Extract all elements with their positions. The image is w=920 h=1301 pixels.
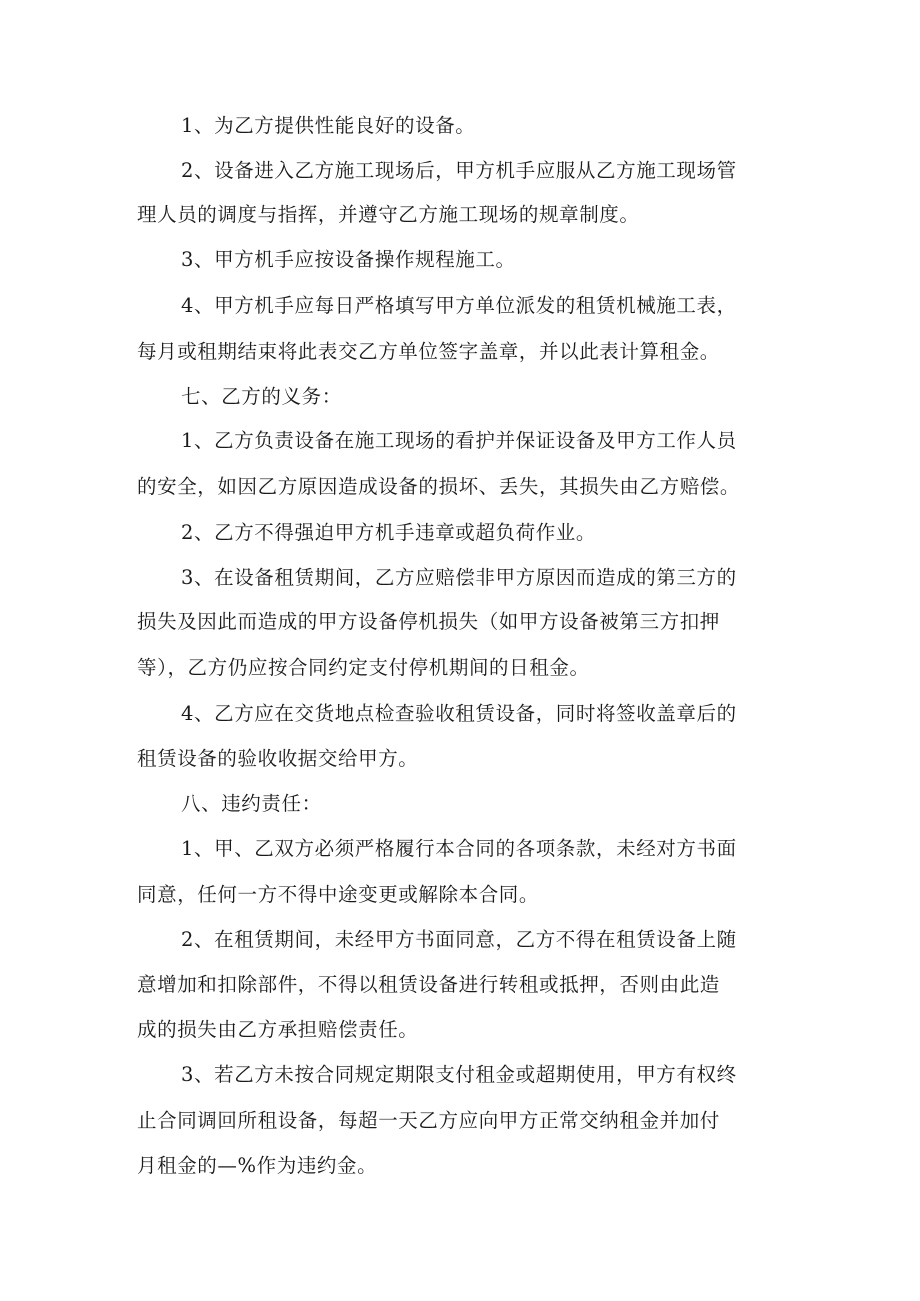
clause-8-3-line-1: 3、若乙方未按合同规定期限支付租金或超期使用，甲方有权终 <box>181 1063 737 1086</box>
clause-7-1-line-1: 1、乙方负责设备在施工现场的看护并保证设备及甲方工作人员 <box>181 429 737 452</box>
clause-7-4-line-1: 4、乙方应在交货地点检查验收租赁设备，同时将签收盖章后的 <box>181 702 737 725</box>
clause-8-3-line-3: 月租金的—%作为违约金。 <box>137 1154 378 1177</box>
clause-7-3-line-1: 3、在设备租赁期间，乙方应赔偿非甲方原因而造成的第三方的 <box>181 566 737 589</box>
clause-6-4-line-1: 4、甲方机手应每日严格填写甲方单位派发的租赁机械施工表， <box>181 294 737 317</box>
clause-6-2-line-1: 2、设备进入乙方施工现场后，甲方机手应服从乙方施工现场管 <box>181 159 737 182</box>
clause-8-2-line-1: 2、在租赁期间，未经甲方书面同意，乙方不得在租赁设备上随 <box>181 928 737 951</box>
clause-6-3-line-1: 3、甲方机手应按设备操作规程施工。 <box>181 248 516 271</box>
clause-6-2-line-2: 理人员的调度与指挥，并遵守乙方施工现场的规章制度。 <box>137 203 640 226</box>
clause-8-2-line-2: 意增加和扣除部件，不得以租赁设备进行转租或抵押，否则由此造 <box>137 973 720 996</box>
clause-8-3-line-2: 止合同调回所租设备，每超一天乙方应向甲方正常交纳租金并加付 <box>137 1109 720 1132</box>
clause-8-1-line-2: 同意，任何一方不得中途变更或解除本合同。 <box>137 883 540 906</box>
clause-8-1-line-1: 1、甲、乙双方必须严格履行本合同的各项条款，未经对方书面 <box>181 837 737 860</box>
clause-6-1-line-1: 1、为乙方提供性能良好的设备。 <box>181 114 476 137</box>
section-heading-8: 八、违约责任： <box>181 792 322 815</box>
section-heading-7: 七、乙方的义务： <box>181 385 342 408</box>
clause-7-3-line-3: 等），乙方仍应按合同约定支付停机期间的日租金。 <box>137 656 590 679</box>
clause-7-3-line-2: 损失及因此而造成的甲方设备停机损失（如甲方设备被第三方扣押 <box>137 610 720 633</box>
clause-7-2-line-1: 2、乙方不得强迫甲方机手违章或超负荷作业。 <box>181 521 597 544</box>
clause-7-4-line-2: 租赁设备的验收收据交给甲方。 <box>137 747 419 770</box>
clause-8-2-line-3: 成的损失由乙方承担赔偿责任。 <box>137 1018 419 1041</box>
clause-6-4-line-2: 每月或租期结束将此表交乙方单位签字盖章，并以此表计算租金。 <box>137 340 720 363</box>
clause-7-1-line-2: 的安全，如因乙方原因造成设备的损坏、丢失，其损失由乙方赔偿。 <box>137 475 741 498</box>
